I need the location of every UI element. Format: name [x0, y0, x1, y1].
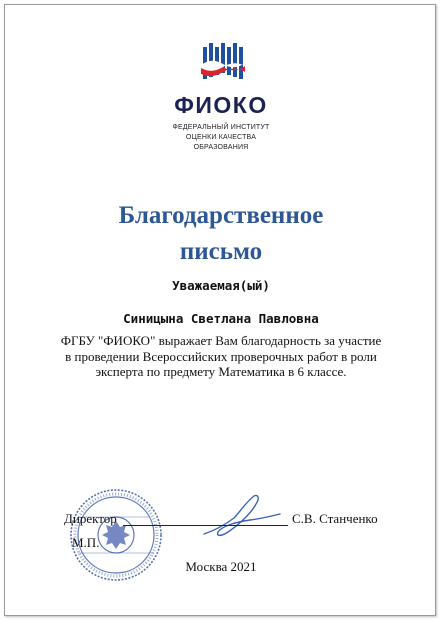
organization-subtitle [0, 123, 442, 153]
signature-line [123, 525, 288, 526]
place-and-year: Москва 2021 [185, 559, 257, 574]
fioko-logo-icon [201, 41, 245, 85]
body-line-1: ФГБУ "ФИОКО" выражает Вам благодарность за участие [60, 333, 382, 348]
title-line-1: Благодарственное [118, 202, 324, 229]
director-label: Директор [64, 511, 117, 526]
body-line-2: в проведении Всероссийских проверочных работ в роли [65, 348, 377, 364]
recipient-name: Синицына Светлана Павловна [123, 311, 319, 326]
greeting: Уважаемая(ый) [172, 278, 270, 293]
certificate-title [0, 198, 442, 270]
organization-subtitle-line: ФЕДЕРАЛЬНЫЙ ИНСТИТУТ [172, 124, 270, 131]
organization-subtitle-line: ОБРАЗОВАНИЯ [193, 144, 249, 151]
certificate-body [20, 333, 422, 380]
body-line-3: эксперта по предмету Математика в 6 классе. [95, 364, 347, 379]
director-signature-icon [196, 490, 286, 540]
organization-subtitle-line: ОЦЕНКИ КАЧЕСТВА [185, 134, 257, 141]
title-line-2: письмо [179, 238, 263, 265]
director-name: С.В. Станченко [292, 511, 378, 526]
organization-name: ФИОКО [174, 92, 268, 118]
seal-label: М.П. [72, 535, 100, 550]
